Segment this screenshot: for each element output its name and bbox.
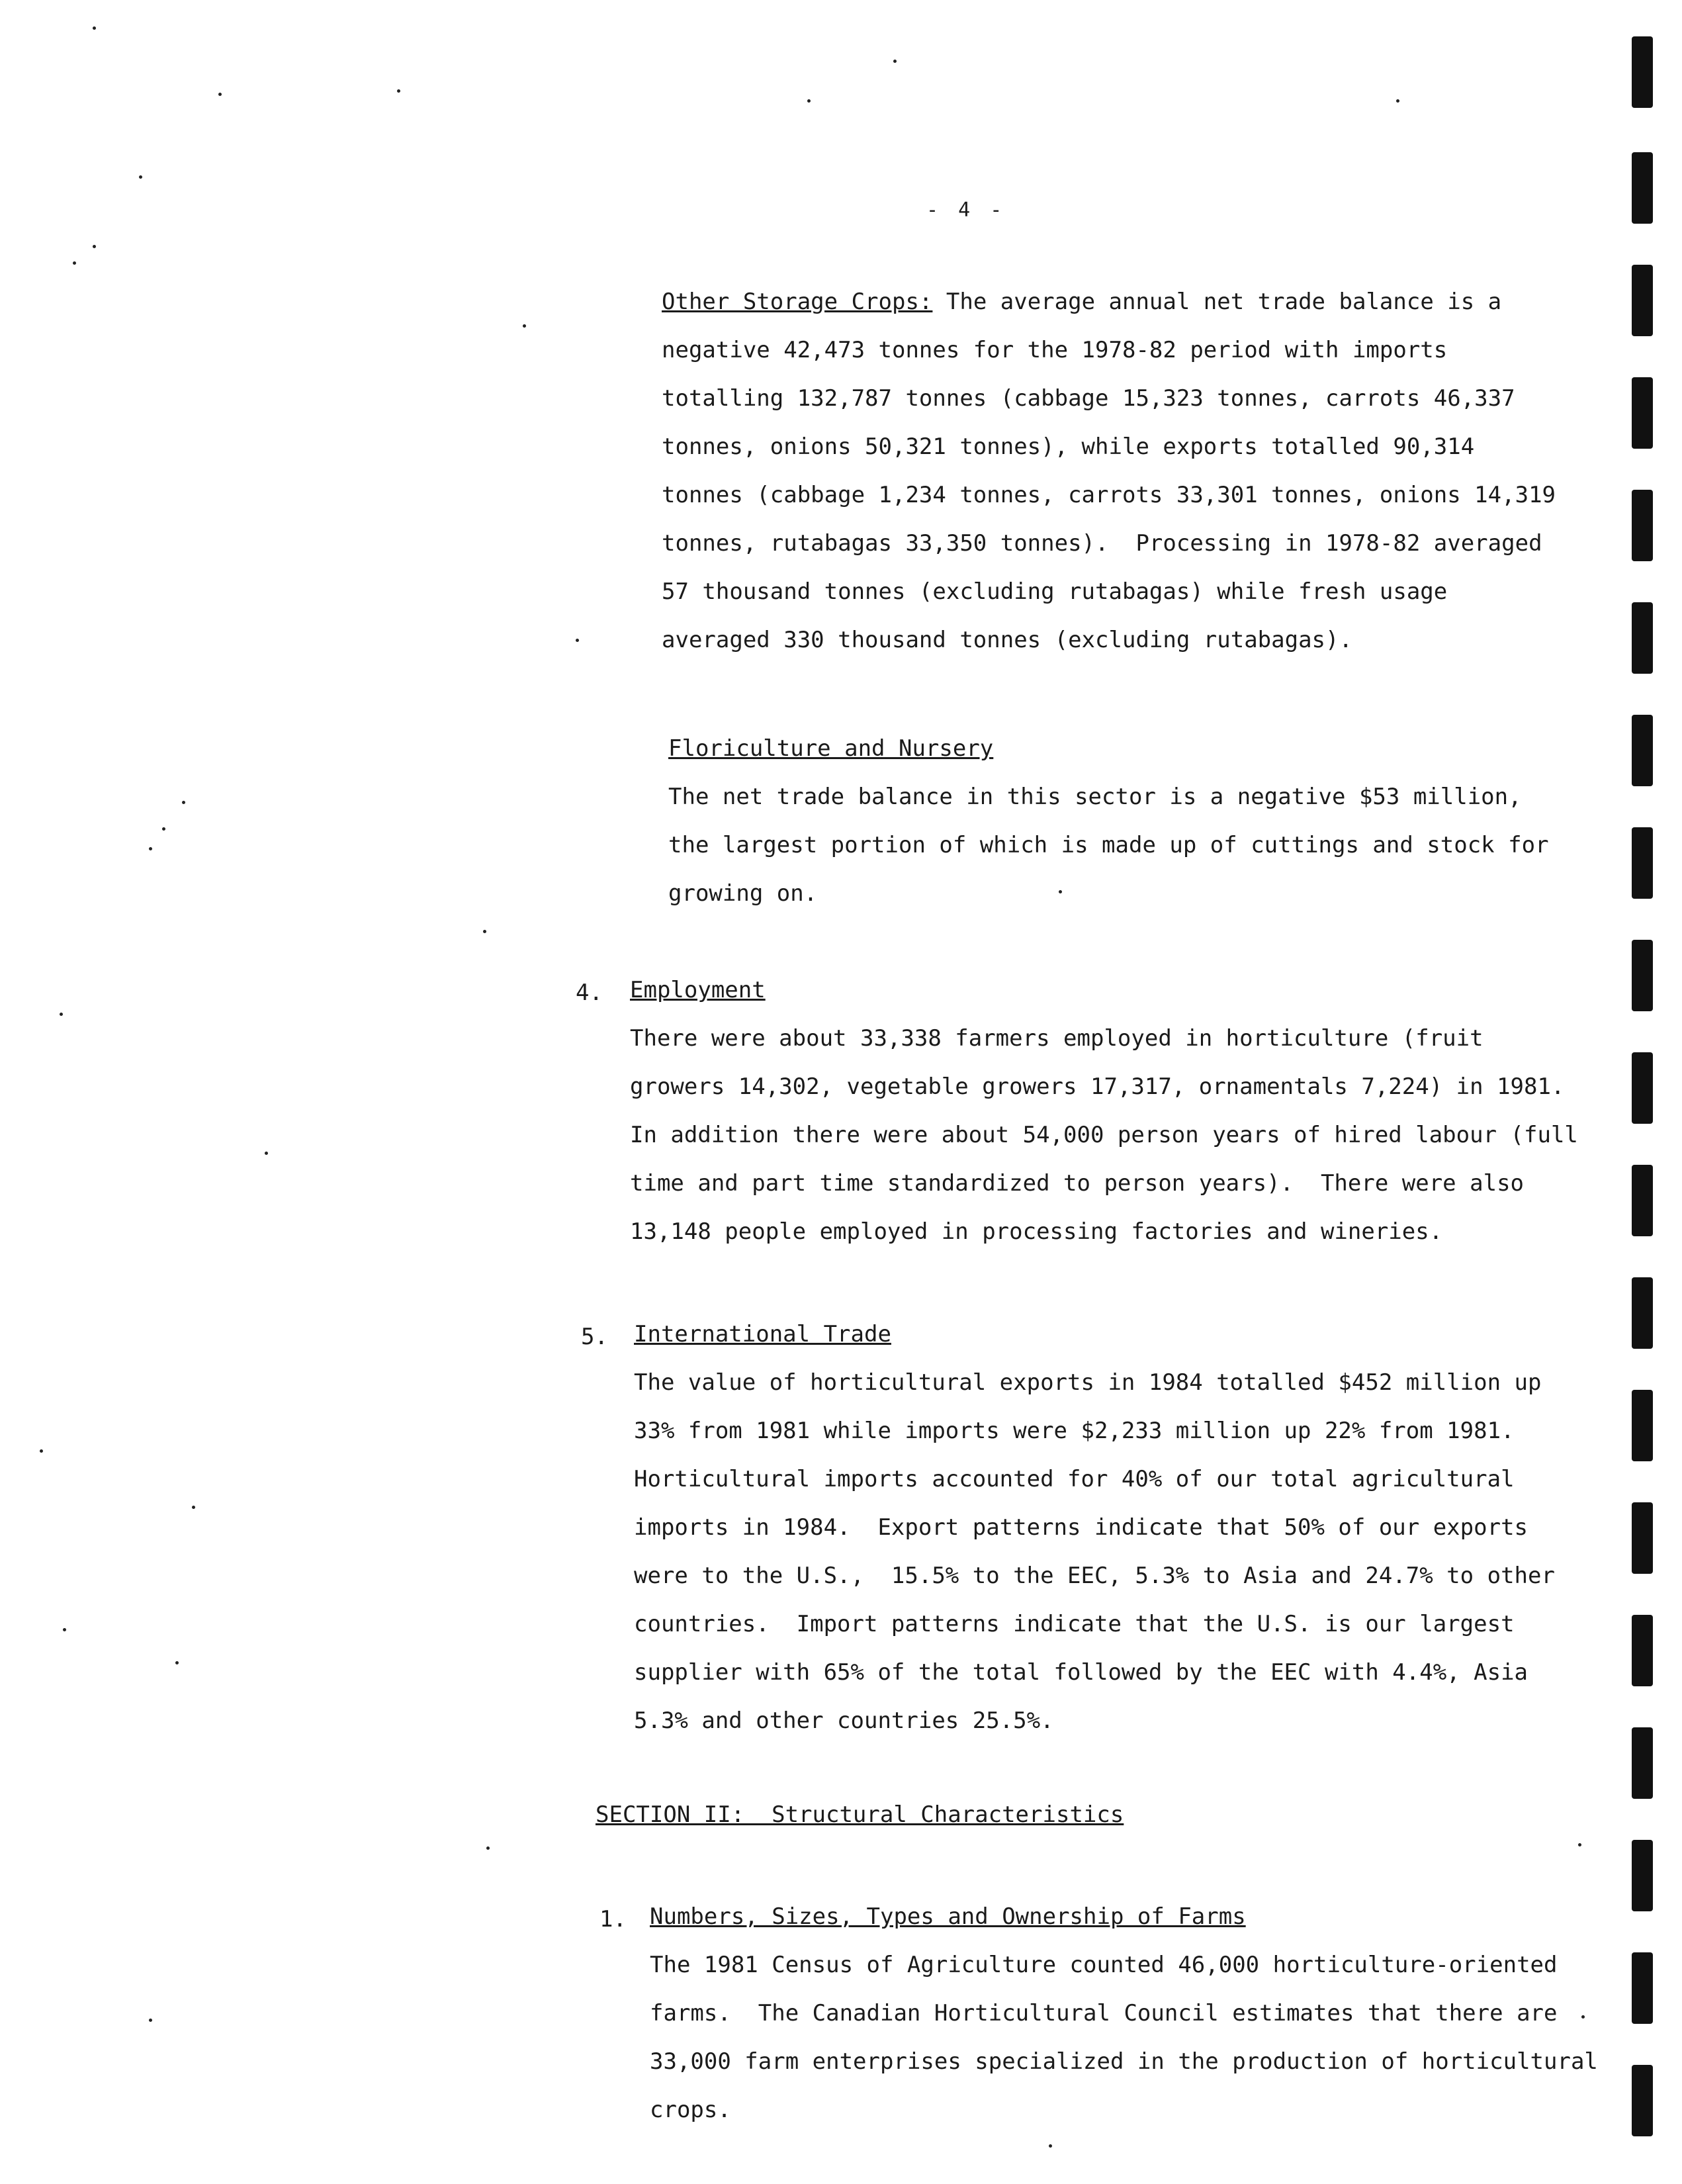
paragraph-line: In addition there were about 54,000 person years of hired labour (full: [630, 1122, 1578, 1148]
paragraph-line: negative 42,473 tonnes for the 1978-82 period with imports: [662, 337, 1448, 363]
paragraph-line: The 1981 Census of Agriculture counted 46,000 horticulture-oriented: [650, 1952, 1558, 1978]
perforation-hole: [1632, 265, 1653, 336]
perforation-hole: [1632, 36, 1653, 108]
paragraph-line: time and part time standardized to person years). There were also: [630, 1170, 1525, 1197]
paragraph-line: The net trade balance in this sector is a negative $53 million,: [668, 784, 1522, 810]
international-trade-number: 5.: [581, 1324, 608, 1350]
paragraph-line: imports in 1984. Export patterns indicate that 50% of our exports: [634, 1514, 1528, 1541]
perforation-hole: [1632, 1390, 1653, 1461]
floriculture-paragraph: [668, 725, 1549, 918]
paragraph-line: Horticultural imports accounted for 40% of our total agricultural: [634, 1466, 1515, 1492]
paragraph-line: growing on.: [668, 880, 818, 907]
perforation-hole: [1632, 715, 1653, 786]
perforation-hole: [1632, 490, 1653, 561]
paragraph-line: countries. Import patterns indicate that the U.S. is our largest: [634, 1611, 1515, 1637]
paragraph-line: tonnes, rutabagas 33,350 tonnes). Processing in 1978-82 averaged: [662, 530, 1542, 557]
paragraph-line: 57 thousand tonnes (excluding rutabagas) while fresh usage: [662, 578, 1448, 605]
employment-heading: Employment: [630, 977, 766, 1003]
numbers-sizes-paragraph: [650, 1893, 1598, 2134]
perforation-hole: [1632, 377, 1653, 449]
perforation-hole: [1632, 940, 1653, 1011]
page-number: - 4 -: [926, 199, 1006, 222]
paragraph-line: 13,148 people employed in processing factories and wineries.: [630, 1218, 1443, 1245]
perforation-hole: [1632, 827, 1653, 899]
perforation-hole: [1632, 1952, 1653, 2024]
paragraph-line: 5.3% and other countries 25.5%.: [634, 1707, 1054, 1734]
employment-number: 4.: [576, 979, 603, 1006]
paragraph-line: growers 14,302, vegetable growers 17,317, ornamentals 7,224) in 1981.: [630, 1073, 1565, 1100]
other-storage-crops-heading: Other Storage Crops:: [662, 289, 933, 315]
perforation-hole: [1632, 152, 1653, 224]
perforation-hole: [1632, 1052, 1653, 1124]
perforation-hole: [1632, 1615, 1653, 1686]
paragraph-line: averaged 330 thousand tonnes (excluding rutabagas).: [662, 627, 1352, 653]
paragraph-line: 33,000 farm enterprises specialized in the production of horticultural: [650, 2048, 1598, 2075]
perforation-hole: [1632, 1165, 1653, 1236]
section-ii-title: SECTION II: Structural Characteristics: [596, 1801, 1124, 1828]
paragraph-line: 33% from 1981 while imports were $2,233 million up 22% from 1981.: [634, 1418, 1515, 1444]
paragraph-line: the largest portion of which is made up of cuttings and stock for: [668, 832, 1549, 858]
paragraph-line: farms. The Canadian Horticultural Council estimates that there are: [650, 2000, 1558, 2026]
perforation-hole: [1632, 602, 1653, 674]
numbers-sizes-number: 1.: [599, 1906, 627, 1933]
perforation-hole: [1632, 1277, 1653, 1349]
perforation-hole: [1632, 1727, 1653, 1799]
paragraph-line: totalling 132,787 tonnes (cabbage 15,323 tonnes, carrots 46,337: [662, 385, 1515, 412]
paragraph-line: crops.: [650, 2097, 731, 2123]
paragraph-line: The value of horticultural exports in 1984 totalled $452 million up: [634, 1369, 1542, 1396]
international-trade-heading: International Trade: [634, 1321, 891, 1347]
floriculture-heading: Floriculture and Nursery: [668, 735, 994, 762]
international-trade-paragraph: [634, 1310, 1555, 1745]
other-storage-crops-paragraph: [662, 278, 1556, 664]
perforation-hole: [1632, 1502, 1653, 1574]
numbers-sizes-heading: Numbers, Sizes, Types and Ownership of Farms: [650, 1903, 1246, 1930]
perforation-hole: [1632, 1840, 1653, 1911]
paragraph-line: The average annual net trade balance is a: [932, 289, 1502, 315]
employment-paragraph: [630, 966, 1578, 1256]
paragraph-line: tonnes (cabbage 1,234 tonnes, carrots 33,301 tonnes, onions 14,319: [662, 482, 1556, 508]
paragraph-line: were to the U.S., 15.5% to the EEC, 5.3% to Asia and 24.7% to other: [634, 1563, 1555, 1589]
paragraph-line: There were about 33,338 farmers employed in horticulture (fruit: [630, 1025, 1483, 1052]
paragraph-line: supplier with 65% of the total followed by the EEC with 4.4%, Asia: [634, 1659, 1528, 1686]
perforation-hole: [1632, 2065, 1653, 2136]
paragraph-line: tonnes, onions 50,321 tonnes), while exports totalled 90,314: [662, 433, 1475, 460]
